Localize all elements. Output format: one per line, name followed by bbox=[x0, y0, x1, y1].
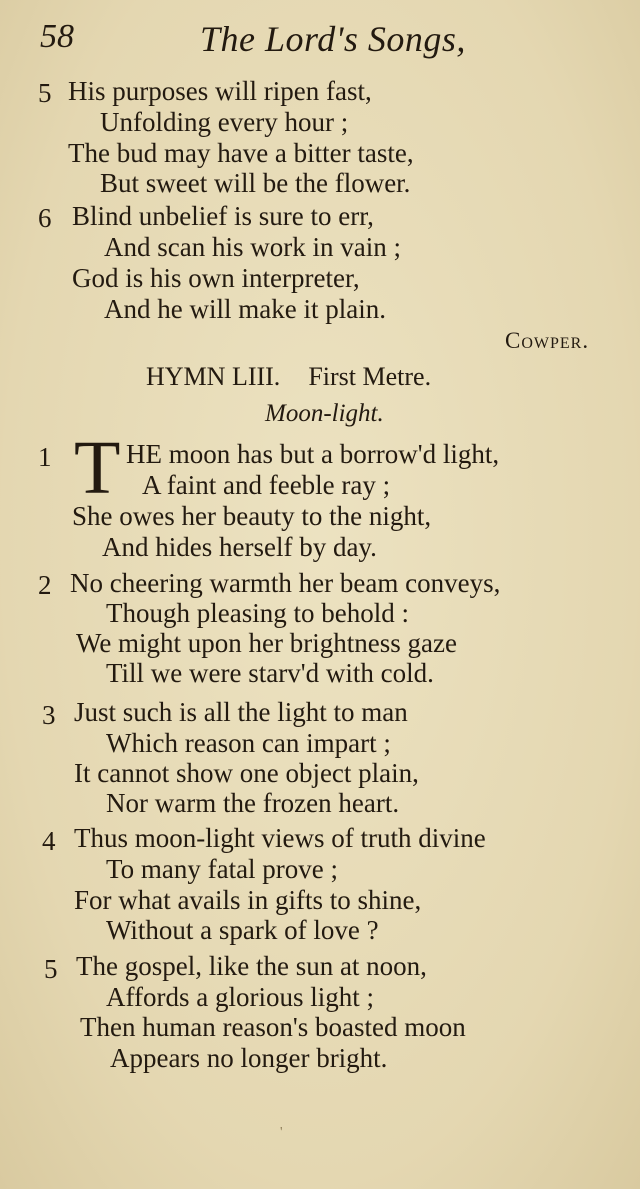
verse-line: But sweet will be the flower. bbox=[100, 168, 411, 198]
verse-line: His purposes will ripen fast, bbox=[68, 76, 372, 106]
verse-line: Till we were starv'd with cold. bbox=[106, 658, 434, 688]
stanza-number: 6 bbox=[38, 203, 52, 233]
hymn-heading bbox=[146, 362, 431, 392]
author-attribution: Cowper. bbox=[505, 328, 590, 353]
verse-line: Just such is all the light to man bbox=[74, 697, 408, 727]
verse-line: For what avails in gifts to shine, bbox=[74, 885, 422, 915]
verse-line: Affords a glorious light ; bbox=[106, 982, 374, 1012]
verse-line: And hides herself by day. bbox=[102, 532, 377, 562]
verse-line: No cheering warmth her beam conveys, bbox=[70, 568, 501, 598]
verse-line: Thus moon-light views of truth divine bbox=[74, 823, 486, 853]
hymn-meter: First Metre. bbox=[308, 362, 432, 391]
stanza-number: 2 bbox=[38, 570, 52, 600]
verse-line: God is his own interpreter, bbox=[72, 263, 360, 293]
stanza-number: 3 bbox=[42, 700, 56, 730]
hymn-subtitle: Moon-light. bbox=[265, 400, 384, 427]
verse-line: Blind unbelief is sure to err, bbox=[72, 201, 374, 231]
verse-line: A faint and feeble ray ; bbox=[142, 470, 391, 500]
stanza-number: 5 bbox=[38, 78, 52, 108]
verse-line: The bud may have a bitter taste, bbox=[68, 138, 414, 168]
verse-line: Then human reason's boasted moon bbox=[80, 1012, 466, 1042]
stanza-number: 5 bbox=[44, 954, 58, 984]
stanza-number: 1 bbox=[38, 442, 52, 472]
verse-line: Though pleasing to behold : bbox=[106, 598, 409, 628]
page-number: 58 bbox=[40, 18, 74, 55]
hymn-title: HYMN LIII. bbox=[146, 362, 281, 391]
verse-line: And scan his work in vain ; bbox=[104, 232, 401, 262]
verse-line: Unfolding every hour ; bbox=[100, 107, 349, 137]
paper-blemish: ' bbox=[280, 1125, 283, 1140]
running-title: The Lord's Songs, bbox=[200, 19, 466, 59]
verse-line: HE moon has but a borrow'd light, bbox=[126, 439, 500, 469]
drop-cap: T bbox=[74, 426, 121, 510]
verse-line: Without a spark of love ? bbox=[106, 915, 379, 945]
verse-line: And he will make it plain. bbox=[104, 294, 386, 324]
verse-line: We might upon her brightness gaze bbox=[76, 628, 457, 658]
verse-line: Nor warm the frozen heart. bbox=[106, 788, 400, 818]
stanza-number: 4 bbox=[42, 826, 56, 856]
verse-line: She owes her beauty to the night, bbox=[72, 501, 432, 531]
verse-line: The gospel, like the sun at noon, bbox=[76, 951, 427, 981]
verse-line: It cannot show one object plain, bbox=[74, 758, 419, 788]
verse-line: To many fatal prove ; bbox=[106, 854, 339, 884]
verse-line: Appears no longer bright. bbox=[110, 1043, 388, 1073]
page-header bbox=[40, 18, 600, 68]
verse-line: Which reason can impart ; bbox=[106, 728, 391, 758]
